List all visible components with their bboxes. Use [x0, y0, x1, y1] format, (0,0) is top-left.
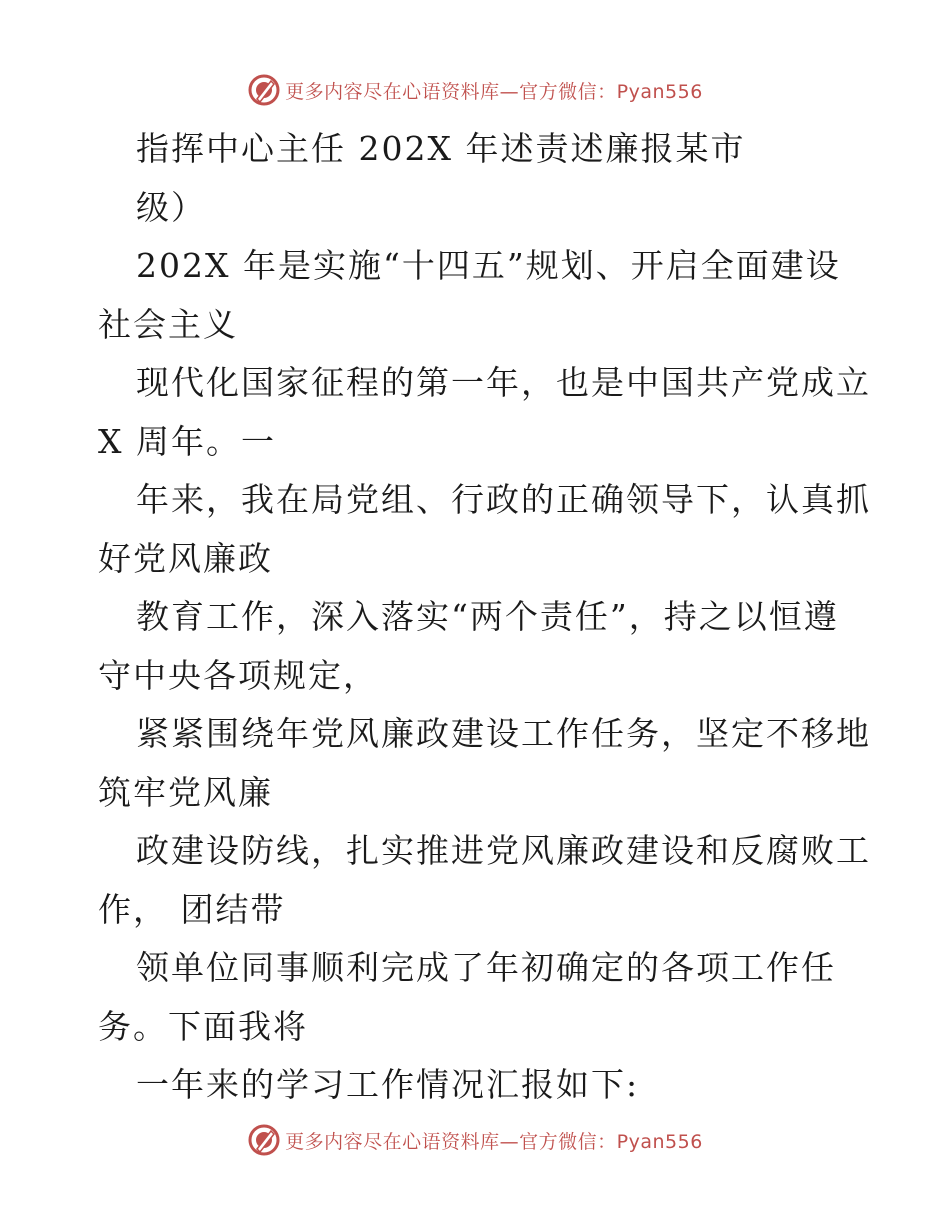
- text-line: 级）: [136, 187, 206, 227]
- header-watermark-banner: [0, 70, 950, 110]
- text-line: X 周年。一: [98, 421, 276, 461]
- text-line: 现代化国家征程的第一年，也是中国共产党成立: [136, 363, 871, 402]
- header-banner-text: 更多内容尽在心语资料库—官方微信：Pyan556: [285, 80, 703, 103]
- text-line: 年来，我在局党组、行政的正确领导下，认真抓: [136, 480, 871, 519]
- pen-seal-logo-icon: [247, 73, 281, 107]
- text-line: 作， 团结带: [98, 889, 286, 929]
- text-line: 指挥中心主任 202X 年述责述廉报某市: [136, 129, 746, 168]
- text-line: 好党风廉政: [98, 538, 273, 578]
- text-line: 政建设防线，扎实推进党风廉政建设和反腐败工: [136, 831, 871, 870]
- text-line: 202X 年是实施“十四五”规划、开启全面建设: [136, 246, 841, 285]
- text-line: 筑牢党风廉: [98, 772, 273, 812]
- text-line: 守中央各项规定，: [98, 655, 378, 695]
- pen-seal-logo-icon: [247, 1123, 281, 1157]
- text-line: 一年来的学习工作情况汇报如下:: [136, 1065, 640, 1104]
- text-line: 领单位同事顺利完成了年初确定的各项工作任: [136, 948, 836, 987]
- text-line: 社会主义: [98, 304, 238, 344]
- text-line: 紧紧围绕年党风廉政建设工作任务，坚定不移地: [136, 714, 871, 753]
- footer-banner-text: 更多内容尽在心语资料库—官方微信：Pyan556: [285, 1130, 703, 1153]
- text-line: 教育工作，深入落实“两个责任”，持之以恒遵: [136, 597, 839, 636]
- footer-watermark-banner: [0, 1120, 950, 1160]
- document-body: [98, 120, 871, 1115]
- text-line: 务。下面我将: [98, 1006, 308, 1046]
